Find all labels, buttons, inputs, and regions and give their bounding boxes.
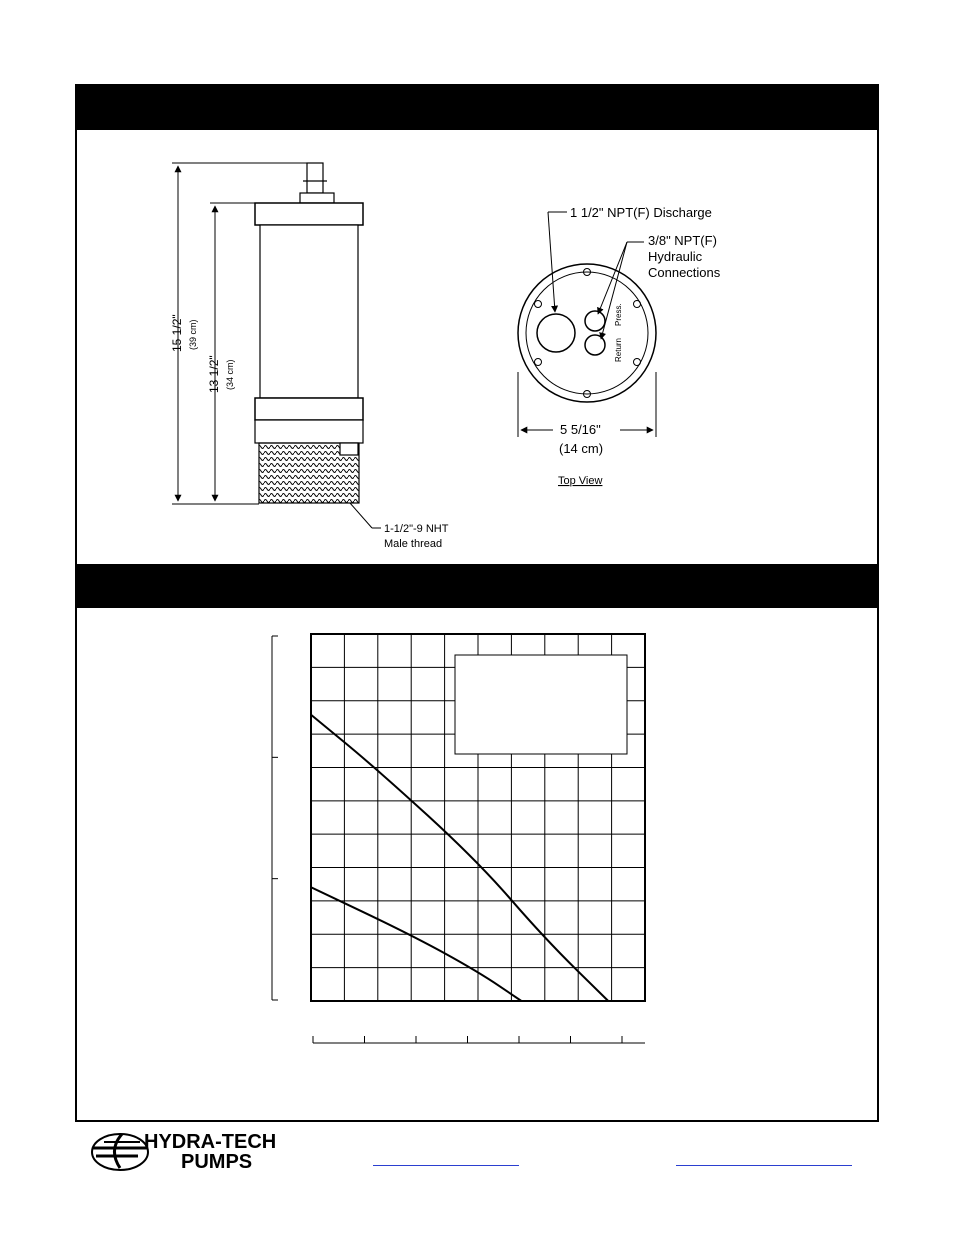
brand-line2: PUMPS [181, 1151, 253, 1173]
hydra-tech-logo [92, 1134, 148, 1170]
performance-chart [272, 634, 645, 1043]
hydraulic-label-line3: Connections [648, 265, 721, 280]
overall-height-label: 15 1/2" [170, 314, 184, 352]
body-height-metric: (34 cm) [225, 359, 235, 390]
footer-link-left[interactable] [373, 1165, 519, 1166]
thread-callout [350, 503, 381, 528]
brand-line1: HYDRA-TECH [144, 1131, 277, 1153]
discharge-callout [548, 212, 567, 312]
thread-label-line2: Male thread [384, 538, 443, 550]
port-return-label: Return [614, 337, 623, 362]
chart-series-line-2 [311, 887, 521, 1001]
diameter-metric-label: (14 cm) [559, 441, 604, 456]
footer-link-right[interactable] [676, 1165, 852, 1166]
pump-side-view [255, 163, 363, 503]
hydraulic-label-line1: 3/8" NPT(F) [648, 233, 717, 248]
chart-series-line-1 [311, 715, 608, 1001]
diameter-label: 5 5/16" [560, 422, 601, 437]
thread-label-line1: 1-1/2"-9 NHT [384, 523, 449, 535]
body-height-label: 13 1/2" [207, 355, 221, 393]
pump-top-view [518, 264, 656, 402]
port-press-label: Press. [614, 303, 623, 326]
chart-legend-box [455, 655, 627, 754]
hydraulic-label-line2: Hydraulic [648, 249, 703, 264]
overall-height-metric: (39 cm) [188, 319, 198, 350]
top-view-caption: Top View [558, 475, 603, 487]
discharge-label: 1 1/2" NPT(F) Discharge [570, 205, 712, 220]
